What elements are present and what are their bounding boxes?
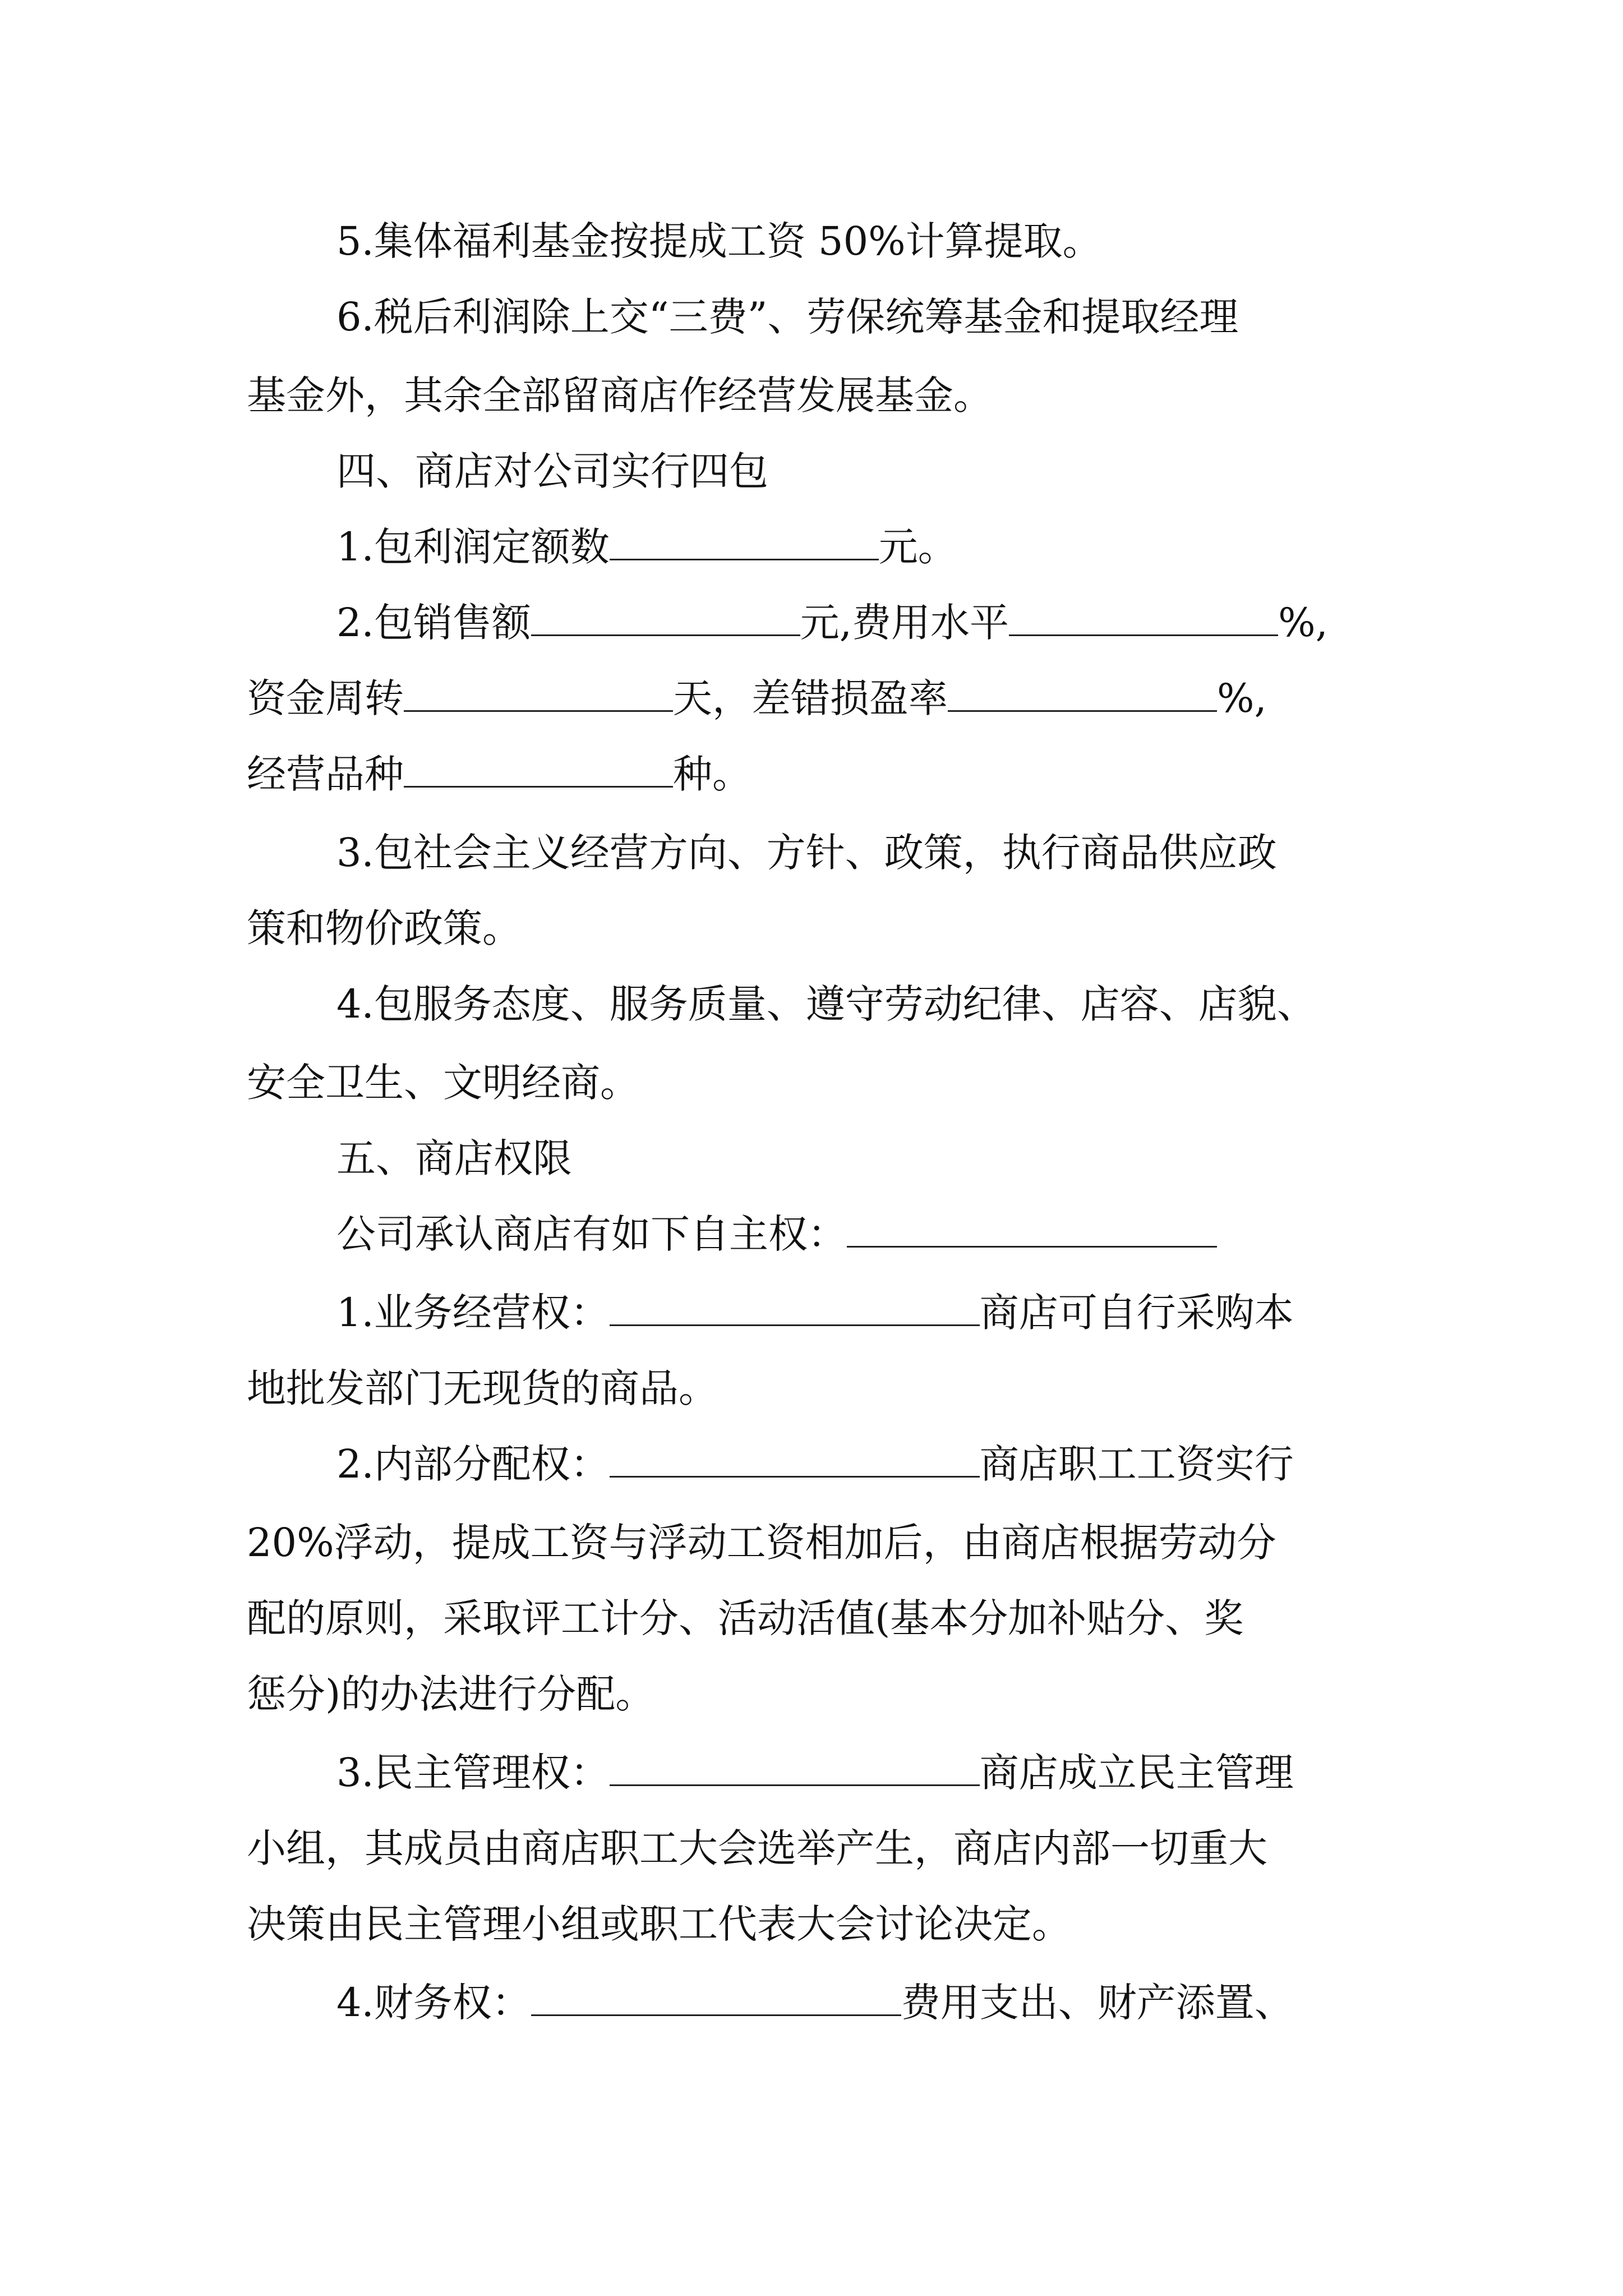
line-text: 五、商店权限 [336, 1135, 572, 1181]
line-text: 20%浮动，提成工资与浮动工资相加后，由商店根据劳动分 [247, 1520, 1276, 1566]
text-line [336, 1439, 1294, 1489]
text-line [336, 292, 1238, 342]
fill-in-blank[interactable] [610, 1290, 980, 1326]
line-text: 费用支出、财产添置、 [901, 1980, 1294, 2026]
line-text: 小组，其成员由商店职工大会选举产生，商店内部一切重大 [247, 1825, 1267, 1871]
fill-in-blank[interactable] [1009, 600, 1278, 636]
line-text: 配的原则，采取评工计分、活动活值(基本分加补贴分、奖 [247, 1595, 1244, 1641]
line-text: 经营品种 [247, 751, 404, 797]
line-text: 元,费用水平 [800, 600, 1009, 646]
line-text: 2.内部分配权： [336, 1441, 610, 1487]
line-text: 公司承认商店有如下自主权： [336, 1211, 847, 1257]
text-line [336, 1287, 1294, 1338]
line-text: 策和物价政策。 [247, 905, 522, 951]
text-line [247, 903, 522, 954]
line-text: 6.税后利润除上交“三费”、劳保统筹基金和提取经理 [336, 294, 1239, 340]
fill-in-blank[interactable] [404, 751, 673, 788]
fill-in-blank[interactable] [531, 600, 800, 636]
line-text: %, [1217, 675, 1267, 721]
line-text: 地批发部门无现货的商品。 [247, 1365, 718, 1411]
fill-in-blank[interactable] [610, 1441, 980, 1478]
section-heading [336, 1133, 572, 1184]
fill-in-blank[interactable] [404, 675, 673, 712]
line-text: %, [1278, 600, 1328, 646]
line-text: 安全卫生、文明经商。 [247, 1060, 639, 1106]
line-text: 2.包销售额 [336, 600, 531, 646]
text-line [247, 1593, 1243, 1644]
text-line [336, 1747, 1294, 1798]
text-line [336, 979, 1316, 1029]
line-text: 四、商店对公司实行四包 [336, 448, 768, 494]
text-line [247, 1057, 639, 1108]
line-text: 商店成立民主管理 [979, 1750, 1294, 1796]
line-text: 1.包利润定额数 [336, 524, 610, 570]
fill-in-blank[interactable] [847, 1211, 1217, 1248]
fill-in-blank[interactable] [610, 524, 879, 560]
text-line [247, 1517, 1276, 1568]
line-text: 基金外，其余全部留商店作经营发展基金。 [247, 372, 993, 418]
line-text: 3.民主管理权： [336, 1750, 610, 1796]
text-line [247, 370, 993, 421]
text-line [247, 1899, 1071, 1949]
line-text: 1.业务经营权： [336, 1290, 610, 1336]
line-text: 惩分)的办法进行分配。 [247, 1671, 655, 1717]
text-line [336, 597, 1328, 648]
text-line [247, 673, 1267, 724]
line-text: 4.包服务态度、服务质量、遵守劳动纪律、店容、店貌、 [336, 981, 1316, 1027]
line-text: 4.财务权： [336, 1980, 531, 2026]
line-text: 决策由民主管理小组或职工代表大会讨论决定。 [247, 1901, 1071, 1947]
line-text: 资金周转 [247, 675, 404, 721]
line-text: 元。 [878, 524, 957, 570]
line-text: 种。 [673, 751, 751, 797]
fill-in-blank[interactable] [610, 1750, 980, 1786]
text-line [336, 522, 957, 572]
text-line [336, 216, 1102, 266]
text-line [247, 1823, 1267, 1874]
line-text: 5.集体福利基金按提成工资 50%计算提取。 [336, 218, 1102, 264]
text-line [336, 1209, 1217, 1259]
fill-in-blank[interactable] [531, 1980, 901, 2016]
line-text: 商店职工工资实行 [979, 1441, 1294, 1487]
line-text: 天，差错损盈率 [673, 675, 948, 721]
section-heading [336, 446, 768, 496]
text-line [336, 1977, 1294, 2028]
text-line [247, 749, 751, 799]
line-text: 商店可自行采购本 [979, 1290, 1294, 1336]
line-text: 3.包社会主义经营方向、方针、政策，执行商品供应政 [336, 830, 1277, 876]
text-line [336, 827, 1277, 878]
text-line [247, 1363, 718, 1414]
fill-in-blank[interactable] [948, 675, 1217, 712]
text-line [247, 1669, 654, 1719]
